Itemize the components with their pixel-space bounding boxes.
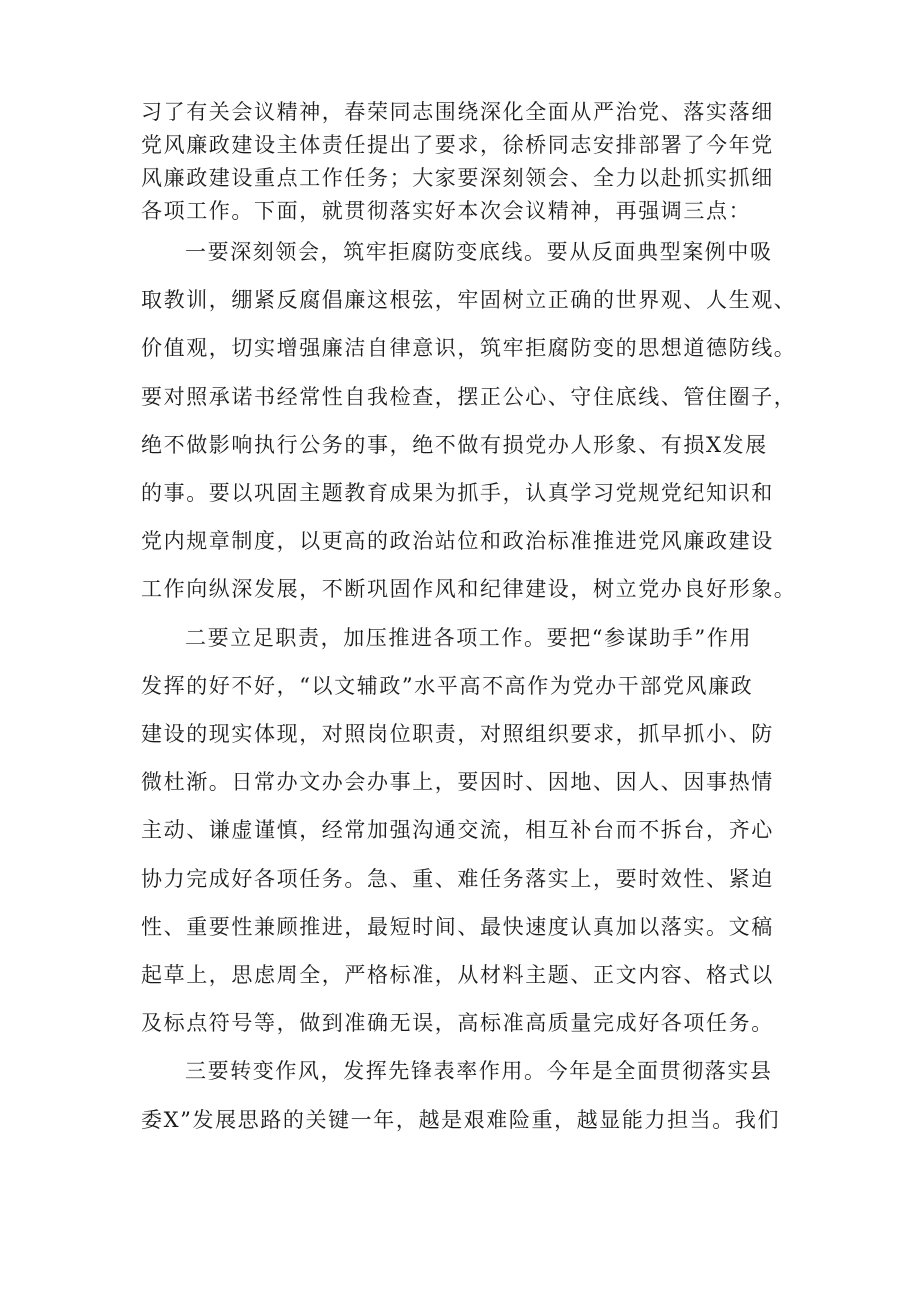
- text-line: 取教训，绷紧反腐倡廉这根弦，牢固树立正确的世界观、人生观、: [141, 288, 797, 313]
- paragraph-point-three: [141, 1047, 791, 1143]
- text-line: 起草上，思虑周全，严格标准，从材料主题、正文内容、格式以: [141, 963, 774, 988]
- text-line: 各项工作。下面，就贯彻落实好本次会议精神，再强调三点：: [141, 199, 752, 223]
- text-line: 要对照承诺书经常性自我检查，摆正公心、守住底线、管住圈子，: [141, 384, 797, 409]
- paragraph-point-one: [141, 228, 797, 614]
- text-line: 及标点符号等，做到准确无误，高标准高质量完成好各项任务。: [141, 1011, 774, 1036]
- text-line: 绝不做影响执行公务的事，绝不做有损党办人形象、有损X发展: [141, 432, 768, 457]
- text-line: 党风廉政建设主体责任提出了要求，徐桥同志安排部署了今年党: [141, 133, 774, 157]
- text-line: 一要深刻领会，筑牢拒腐防变底线。要从反面典型案例中吸: [185, 240, 773, 264]
- text-line: 三要转变作风，发挥先锋表率作用。今年是全面贯彻落实县: [185, 1059, 773, 1084]
- body-text: [141, 228, 797, 1144]
- text-line: 价值观，切实增强廉洁自律意识，筑牢拒腐防变的思想道德防线。: [141, 336, 797, 361]
- text-line: 建设的现实体现，对照岗位职责，对照组织要求，抓早抓小、防: [141, 722, 774, 747]
- text-line: 协力完成好各项任务。急、重、难任务落实上，要时效性、紧迫: [141, 866, 774, 891]
- text-line: 二要立足职责，加压推进各项工作。要把“参谋助手”作用: [185, 625, 753, 650]
- text-line: 工作向纵深发展，不断巩固作风和纪律建设，树立党办良好形象。: [141, 577, 797, 602]
- text-line: 主动、谦虚谨慎，经常加强沟通交流，相互补台而不拆台，齐心: [141, 818, 774, 843]
- text-line: 性、重要性兼顾推进，最短时间、最快速度认真加以落实。文稿: [141, 914, 774, 939]
- text-line: 党内规章制度，以更高的政治站位和政治标准推进党风廉政建设: [141, 529, 774, 554]
- text-line: 习了有关会议精神，春荣同志围绕深化全面从严治党、落实落细: [141, 100, 774, 124]
- opening-paragraph: [141, 96, 781, 228]
- text-line: 风廉政建设重点工作任务；大家要深刻领会、全力以赴抓实抓细: [141, 166, 774, 190]
- paragraph-point-two: [141, 614, 791, 1048]
- text-line: 委X”发展思路的关键一年，越是艰难险重，越显能力担当。我们: [141, 1107, 781, 1132]
- text-line: 的事。要以巩固主题教育成果为抓手，认真学习党规党纪知识和: [141, 481, 774, 506]
- text-line: 微杜渐。日常办文办会办事上，要因时、因地、因人、因事热情: [141, 770, 774, 795]
- text-line: 发挥的好不好，“以文辅政”水平高不高作为党办干部党风廉政: [141, 673, 754, 698]
